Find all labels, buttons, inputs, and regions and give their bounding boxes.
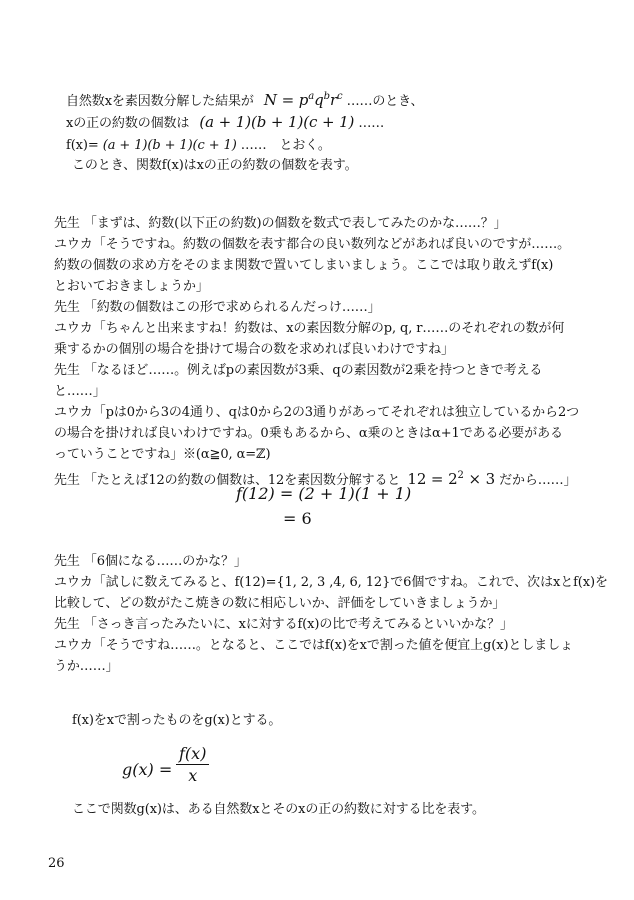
dialogue-text-tail: だから……」 bbox=[499, 473, 577, 488]
dialogue-line: 比較して、どの数がたこ焼きの数に相応しいか、評価をしていきましょうか」 bbox=[54, 596, 506, 611]
divisor-count-formula: (a + 1)(b + 1)(c + 1) bbox=[199, 113, 355, 131]
dialogue-line: 先生 「まずは、約数(以下正の約数)の個数を数式で表してみたのかな……？」 bbox=[54, 216, 507, 231]
intro-text: 自然数xを素因数分解した結果が bbox=[66, 94, 254, 109]
fraction-denominator: x bbox=[188, 766, 198, 785]
intro-text-tail: ……のとき、 bbox=[346, 94, 424, 109]
formula-r: r bbox=[329, 91, 338, 109]
factorization-tail: × 3 bbox=[463, 470, 496, 488]
dialogue-line: 先生 「6個になる……のかな？」 bbox=[54, 554, 247, 569]
formula-n-base: N = p bbox=[263, 91, 309, 109]
dialogue-line: うか……」 bbox=[54, 659, 119, 674]
dialogue-line: 約数の個数の求め方をそのまま関数で置いてしまいましょう。ここでは取り敢えずf(x) bbox=[54, 258, 554, 273]
page-number: 26 bbox=[48, 856, 65, 871]
dialogue-line: ユウカ「そうですね……。となると、ここではf(x)をxで割った値を便宜上g(x)としましょ bbox=[54, 638, 573, 653]
dialogue-line: 先生 「なるほど……。例えばpの素因数が3乗、qの素因数が2乗を持つときで考える bbox=[54, 363, 543, 378]
dialogue-line: 先生 「約数の個数はこの形で求められるんだっけ……」 bbox=[54, 300, 381, 315]
equation-line-2 bbox=[283, 509, 312, 528]
intro-line-1 bbox=[66, 88, 423, 111]
intro-line-3 bbox=[66, 137, 331, 155]
closing-text: ここで関数g(x)は、ある自然数xとそのxの正の約数に対する比を表す。 bbox=[72, 802, 485, 817]
intro-text-tail: …… bbox=[358, 116, 385, 131]
intro-line-2 bbox=[66, 113, 384, 133]
exponent-c: c bbox=[337, 91, 343, 102]
equation-result: = 6 bbox=[283, 509, 312, 528]
dialogue-line: ユウカ「試しに数えてみると、f(12)={1, 2, 3 ,4, 6, 12}で6個ですね。これで、次はxとf(x)を bbox=[54, 575, 608, 590]
definition-fraction bbox=[176, 744, 209, 785]
dialogue-line: ユウカ「そうですね。約数の個数を表す都合の良い数列などがあれば良いのですが……。 bbox=[54, 237, 571, 252]
equation-f12: f(12) = (2 + 1)(1 + 1) bbox=[236, 484, 412, 503]
function-f-formula: (a + 1)(b + 1)(c + 1) bbox=[102, 138, 237, 153]
exponent-b: b bbox=[323, 91, 330, 102]
dialogue-line: とおいておきましょうか」 bbox=[54, 279, 209, 294]
formula-n bbox=[264, 91, 343, 109]
dialogue-line: っていうことですね」※(α≧0, α=ℤ) bbox=[54, 447, 271, 462]
dialogue-line: と……」 bbox=[54, 384, 106, 399]
dialogue-line: 乗するかの個別の場合を掛けて場合の数を求めれば良いわけですね」 bbox=[54, 342, 454, 357]
intro-text: このとき、関数f(x)はxの正の約数の個数を表す。 bbox=[72, 158, 358, 173]
dialogue-line: 先生 「さっき言ったみたいに、xに対するf(x)の比で考えてみるといいかな？」 bbox=[54, 617, 513, 632]
factorization-base: 12 = 2 bbox=[407, 470, 458, 488]
intro-text-tail: …… とおく。 bbox=[240, 138, 331, 153]
intro-text: xの正の約数の個数は bbox=[66, 116, 190, 131]
dialogue-line: の場合を掛ければ良いわけですね。0乗もあるから、α乗のときはα+1である必要がある bbox=[54, 426, 563, 441]
exponent-a: a bbox=[308, 91, 315, 102]
definition-lhs: g(x) = bbox=[122, 760, 173, 779]
dialogue-line: ユウカ「ちゃんと出来ますね！約数は、xの素因数分解のp, q, r……のそれぞれの数が何 bbox=[54, 321, 565, 336]
definition-text: f(x)をxで割ったものをg(x)とする。 bbox=[72, 713, 282, 728]
intro-line-4 bbox=[72, 157, 358, 175]
factorization-exponent: 2 bbox=[457, 470, 464, 481]
formula-q: q bbox=[314, 91, 324, 109]
intro-text: f(x)= bbox=[66, 138, 99, 153]
equation-line-1 bbox=[236, 484, 411, 503]
dialogue-text: 先生 「たとえば12の約数の個数は、12を素因数分解すると bbox=[54, 473, 401, 488]
fraction-numerator: f(x) bbox=[176, 744, 209, 765]
dialogue-line: ユウカ「pは0から3の4通り、qは0から2の3通りがあってそれぞれは独立しているから2つ bbox=[54, 405, 580, 420]
factorization-12 bbox=[407, 470, 495, 488]
